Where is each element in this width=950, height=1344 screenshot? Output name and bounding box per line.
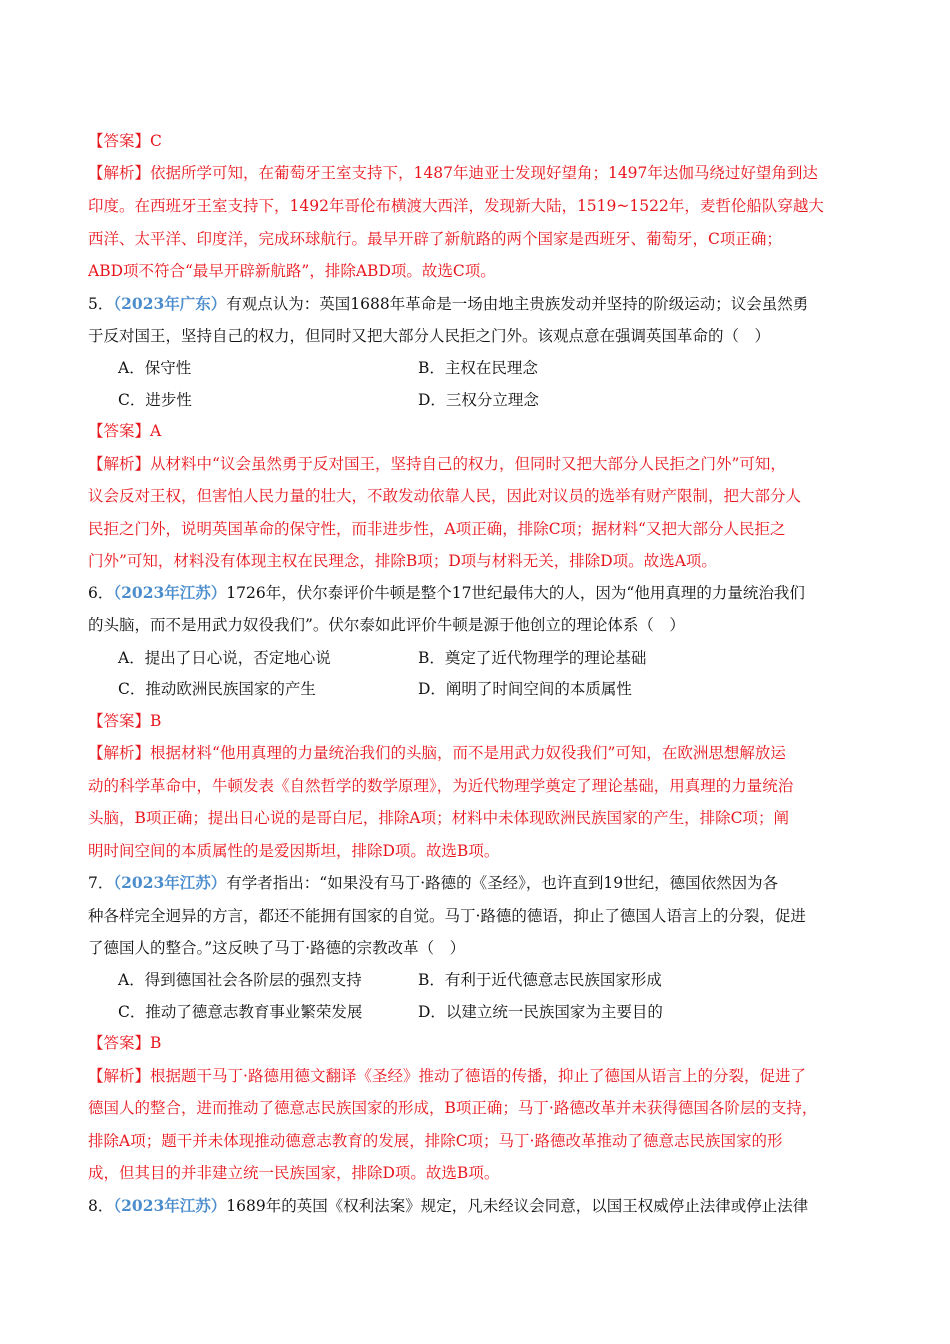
option-c: C．进步性 (118, 391, 192, 409)
option-a: A．提出了日心说，否定地心说 (118, 649, 331, 667)
question-text: 1689年的英国《权利法案》规定，凡未经议会同意，以国王权威停止法律或停止法律 (226, 1197, 809, 1215)
question-stem-line: 的头脑，而不是用武力奴役我们”。伏尔泰如此评价牛顿是源于他创立的理论体系（ ） (88, 616, 685, 634)
question-source: （2023年江苏） (113, 1196, 227, 1215)
analysis-line (88, 742, 868, 766)
option-a: A．保守性 (118, 359, 192, 377)
question-text: 1726年，伏尔泰评价牛顿是整个17世纪最伟大的人，因为“他用真理的力量统治我们 (226, 584, 805, 602)
question-number: 6． (88, 584, 114, 602)
option-d: D．以建立统一民族国家为主要目的 (418, 1003, 663, 1021)
analysis-label: 【解析】 (88, 164, 151, 182)
analysis-line (88, 453, 868, 477)
option-a: A．得到德国社会各阶层的强烈支持 (118, 971, 362, 989)
question-source: （2023年江苏） (113, 873, 227, 892)
question-source: （2023年江苏） (113, 583, 227, 602)
answer-line (88, 130, 868, 154)
option-c: C．推动欧洲民族国家的产生 (118, 680, 316, 698)
analysis-line (88, 1065, 868, 1089)
answer-line (88, 420, 868, 444)
question-stem-line: 种各样完全迥异的方言，都还不能拥有国家的自觉。马丁·路德的德语，抑止了德国人语言上的分裂，促进 (88, 907, 806, 925)
option-b: B．奠定了近代物理学的理论基础 (418, 649, 647, 667)
answer-label: 【答案】 (88, 712, 151, 730)
option-b: B．主权在民理念 (418, 359, 538, 377)
analysis-text: 从材料中“议会虽然勇于反对国王，坚持自己的权力，但同时又把大部分人民拒之门外”可知， (150, 455, 786, 473)
analysis-line: 议会反对王权，但害怕人民力量的壮大，不敢发动依靠人民，因此对议员的选举有财产限制，把大部分人 (88, 487, 802, 505)
analysis-line: 排除A项；题干并未体现推动德意志教育的发展，排除C项；马丁·路德改革推动了德意志民族国家的形 (88, 1132, 783, 1150)
answer-value: B (150, 1034, 162, 1052)
analysis-line: 印度。在西班牙王室支持下，1492年哥伦布横渡大西洋，发现新大陆，1519~1522年，麦哲伦船队穿越大 (88, 197, 824, 215)
answer-value: C (150, 132, 162, 150)
analysis-line: 西洋、太平洋、印度洋，完成环球航行。最早开辟了新航路的两个国家是西班牙、葡萄牙，C项正确； (88, 230, 782, 248)
analysis-label: 【解析】 (88, 455, 151, 473)
analysis-line: 明时间空间的本质属性的是爱因斯坦，排除D项。故选B项。 (88, 842, 500, 860)
question-stem (88, 582, 868, 606)
answer-label: 【答案】 (88, 422, 151, 440)
question-stem-line: 了德国人的整合。”这反映了马丁·路德的宗教改革（ ） (88, 939, 466, 957)
analysis-text: 依据所学可知，在葡萄牙王室支持下，1487年迪亚士发现好望角；1497年达伽马绕过好望角到达 (150, 164, 818, 182)
option-d: D．三权分立理念 (418, 391, 539, 409)
analysis-line: 门外”可知，材料没有体现主权在民理念，排除B项；D项与材料无关，排除D项。故选A项。 (88, 552, 717, 570)
question-text: 有观点认为：英国1688年革命是一场由地主贵族发动并坚持的阶级运动；议会虽然勇 (226, 295, 809, 313)
question-number: 7． (88, 874, 114, 892)
analysis-line: ABD项不符合“最早开辟新航路”，排除ABD项。故选C项。 (88, 262, 496, 280)
option-b: B．有利于近代德意志民族国家形成 (418, 971, 662, 989)
answer-label: 【答案】 (88, 132, 151, 150)
analysis-line: 成，但其目的并非建立统一民族国家，排除D项。故选B项。 (88, 1164, 500, 1182)
question-number: 5． (88, 295, 114, 313)
analysis-text: 根据材料“他用真理的力量统治我们的头脑，而不是用武力奴役我们”可知，在欧洲思想解放运 (150, 744, 786, 762)
analysis-line (88, 162, 868, 186)
analysis-line: 民拒之门外，说明英国革命的保守性，而非进步性，A项正确，排除C项；据材料“又把大部分人民拒之 (88, 520, 786, 538)
answer-value: B (150, 712, 162, 730)
answer-value: A (150, 422, 162, 440)
option-d: D．阐明了时间空间的本质属性 (418, 680, 632, 698)
analysis-line: 德国人的整合，进而推动了德意志民族国家的形成，B项正确；马丁·路德改革并未获得德国各阶层的支持， (88, 1099, 818, 1117)
answer-line (88, 710, 868, 734)
analysis-line: 动的科学革命中，牛顿发表《自然哲学的数学原理》，为近代物理学奠定了理论基础，用真理的力量统治 (88, 777, 794, 795)
question-stem-line: 于反对国王，坚持自己的权力，但同时又把大部分人民拒之门外。该观点意在强调英国革命的（ ） (88, 327, 771, 345)
question-stem (88, 293, 868, 317)
analysis-label: 【解析】 (88, 744, 151, 762)
question-stem (88, 1195, 868, 1219)
analysis-text: 根据题干马丁·路德用德文翻译《圣经》推动了德语的传播，抑止了德国从语言上的分裂，促进了 (150, 1067, 806, 1085)
analysis-line: 头脑，B项正确；提出日心说的是哥白尼，排除A项；材料中未体现欧洲民族国家的产生，排除C项；阐 (88, 809, 789, 827)
answer-line (88, 1032, 868, 1056)
question-text: 有学者指出：“如果没有马丁·路德的《圣经》，也许直到19世纪，德国依然因为各 (226, 874, 779, 892)
answer-label: 【答案】 (88, 1034, 151, 1052)
option-c: C．推动了德意志教育事业繁荣发展 (118, 1003, 363, 1021)
question-number: 8． (88, 1197, 114, 1215)
question-source: （2023年广东） (113, 294, 227, 313)
analysis-label: 【解析】 (88, 1067, 151, 1085)
question-stem (88, 872, 868, 896)
